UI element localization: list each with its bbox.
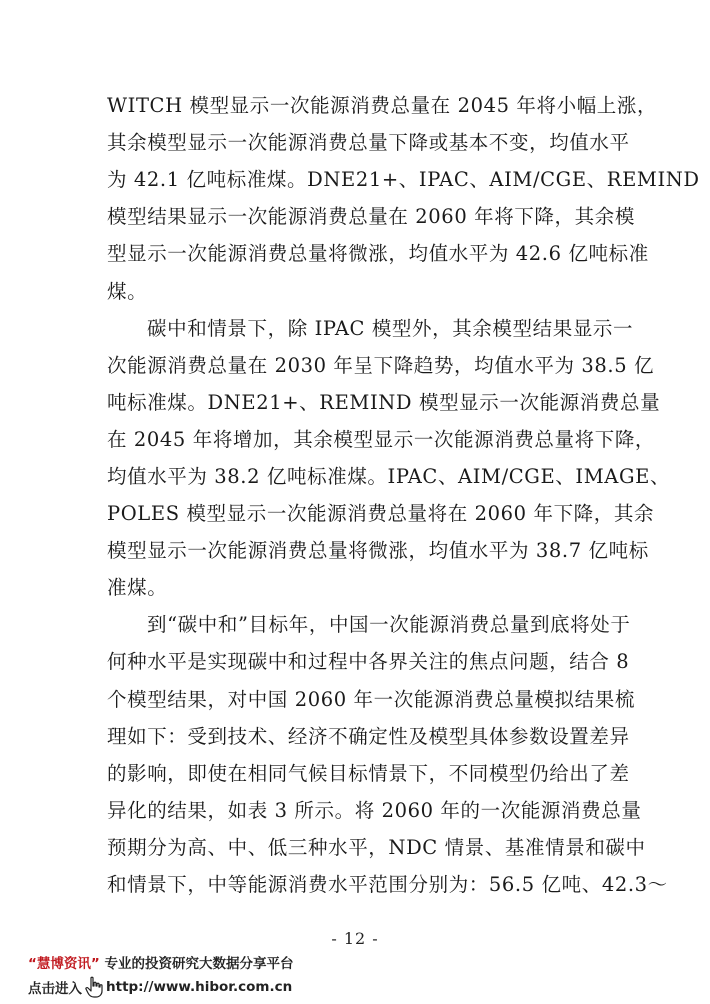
footer-url-link[interactable]: http://www.hibor.com.cn: [106, 979, 293, 995]
click-label: 点击进入: [28, 981, 82, 997]
text-line: 吨标准煤。DNE21+、REMIND 模型显示一次能源消费总量: [107, 391, 661, 414]
text-line: 碳中和情景下，除 IPAC 模型外，其余模型结果显示一: [147, 317, 634, 340]
footer-banner: [28, 952, 293, 972]
footer-link-row[interactable]: [28, 976, 292, 998]
text-line: 次能源消费总量在 2030 年呈下降趋势，均值水平为 38.5 亿: [107, 354, 655, 377]
text-line: 何种水平是实现碳中和过程中各界关注的焦点问题，结合 8: [107, 650, 630, 673]
footer-brand: “慧博资讯”: [28, 956, 100, 972]
text-line: 准煤。: [107, 576, 168, 599]
text-line: 模型结果显示一次能源消费总量在 2060 年将下降，其余模: [107, 205, 635, 228]
text-line: 和情景下，中等能源消费水平范围分别为：56.5 亿吨、42.3～: [107, 873, 668, 896]
text-line: 煤。: [107, 280, 148, 303]
text-line: 理如下：受到技术、经济不确定性及模型具体参数设置差异: [107, 725, 630, 748]
text-line: 的影响，即使在相同气候目标情景下，不同模型仍给出了差: [107, 762, 630, 785]
text-line: 预期分为高、中、低三种水平，NDC 情景、基准情景和碳中: [107, 836, 646, 859]
text-line: 为 42.1 亿吨标准煤。DNE21+、IPAC、AIM/CGE、REMIND: [107, 168, 700, 191]
text-line: 型显示一次能源消费总量将微涨，均值水平为 42.6 亿吨标准: [107, 242, 649, 265]
text-line: 模型显示一次能源消费总量将微涨，均值水平为 38.7 亿吨标: [107, 539, 649, 562]
text-line: 其余模型显示一次能源消费总量下降或基本不变，均值水平: [107, 131, 630, 154]
text-line: 异化的结果，如表 3 所示。将 2060 年的一次能源消费总量: [107, 799, 642, 822]
text-line: 在 2045 年将增加，其余模型显示一次能源消费总量将下降，: [107, 428, 656, 451]
text-line: POLES 模型显示一次能源消费总量将在 2060 年下降，其余: [107, 502, 655, 525]
text-line: 均值水平为 38.2 亿吨标准煤。IPAC、AIM/CGE、IMAGE、: [107, 465, 671, 488]
text-line: 个模型结果，对中国 2060 年一次能源消费总量模拟结果梳: [107, 688, 635, 711]
text-line: WITCH 模型显示一次能源消费总量在 2045 年将小幅上涨，: [107, 94, 658, 117]
text-line: 到“碳中和”目标年，中国一次能源消费总量到底将处于: [147, 613, 631, 636]
hand-pointer-icon: [84, 976, 104, 998]
page-number: - 12 -: [331, 929, 379, 948]
footer-tagline: 专业的投资研究大数据分享平台: [104, 956, 294, 972]
